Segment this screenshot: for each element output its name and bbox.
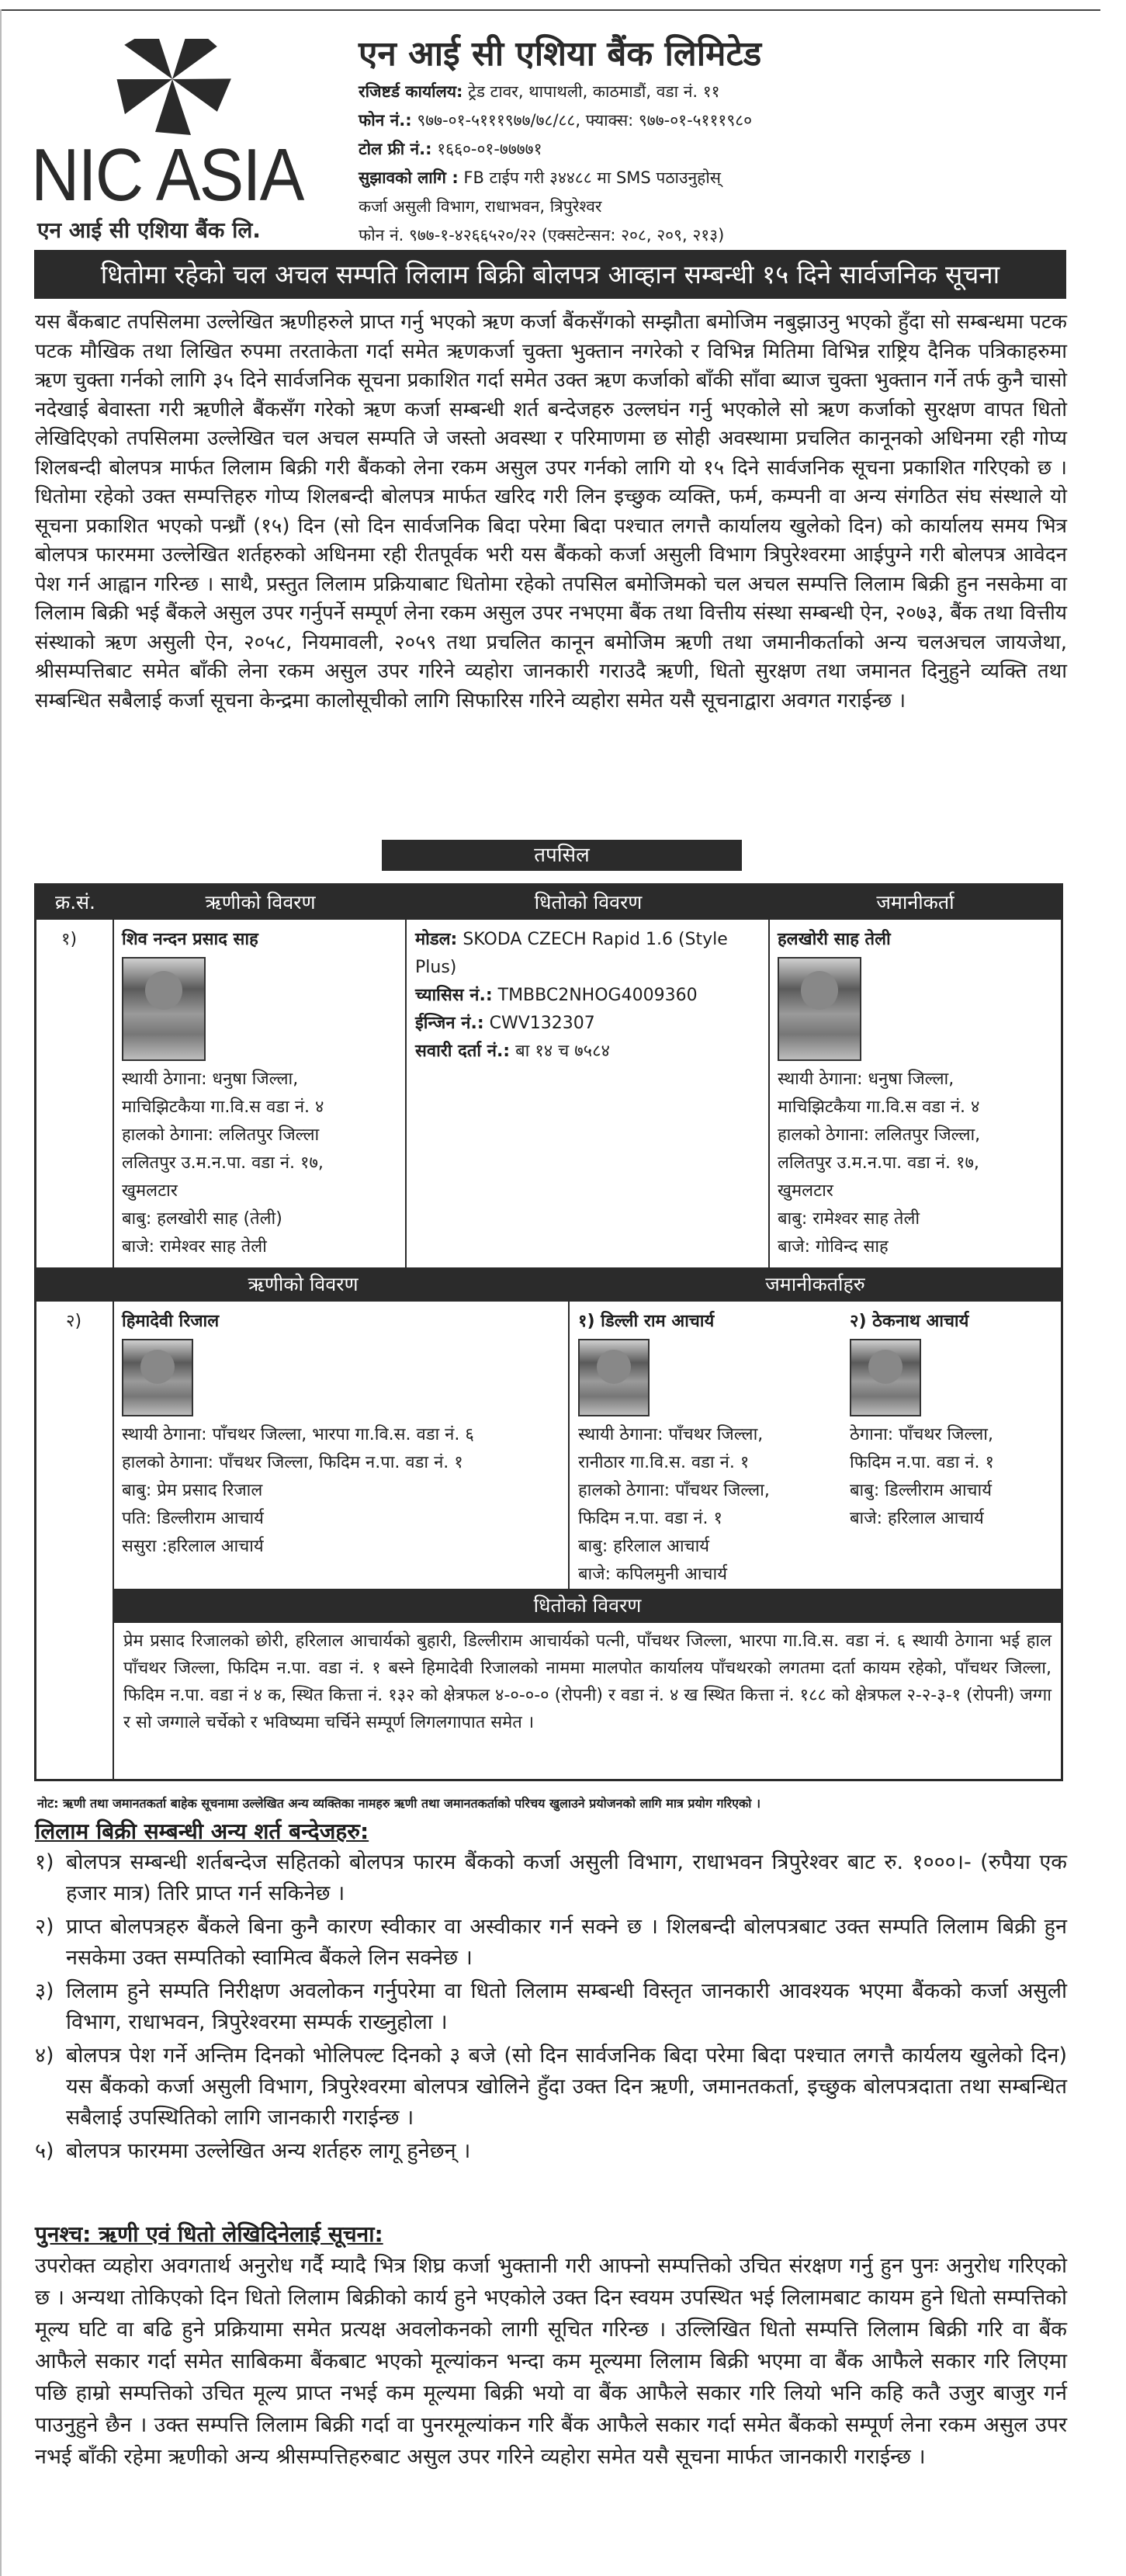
value: TMBBC2NHOG4009360: [497, 986, 698, 1005]
footnote: नोट: ऋणी तथा जमानतकर्ता बाहेक सूचनामा उल्लेखित अन्य व्यक्तिका नामहरु ऋणी तथा जमानतकर्ताको परिचय खुलाउने प्रयोजनको लागि मात्र प्रयोग गरिएको ।: [37, 1796, 761, 1811]
condition-item: [35, 1912, 1067, 1974]
value: बा १४ च ७५८४: [515, 1042, 610, 1061]
row1-sn: १): [61, 930, 78, 949]
row2-guarantor-2: [850, 1308, 1059, 1533]
item-text: प्राप्त बोलपत्रहरु बैंकले बिना कुनै कारण स्वीकार वा अस्वीकार गर्न सक्ने छ । शिलबन्दी बोलपत्रबाट उक्त सम्पति लिलाम बिक्री हुन नसकेमा उक्त सम्पतिको स्वामित्व बैंकले लिन सक्नेछ ।: [66, 1915, 1067, 1970]
row2-guarantor-1: [578, 1308, 846, 1589]
item-number: ३): [35, 1979, 54, 2003]
details-table: [34, 883, 1063, 1781]
intro-paragraph: यस बैंकबाट तपसिलमा उल्लेखित ऋणीहरुले प्राप्त गर्नु भएको ऋण कर्जा बैंकसँगको सम्झौता बमोजिम नबुझाउनु भएको हुँदा सो सम्बन्धमा पटक पटक मौखिक तथा लिखित रुपमा तरताकेता गर्दा समेत ऋणकर्जा चुक्ता भुक्तान नगरेको र विभिन्न मितिमा विभिन्न राष्ट्रिय दैनिक पत्रिकाहरुमा ऋण चुक्ता गर्नको लागि ३५ दिने सार्वजनिक सूचना प्रकाशित गर्दा समेत उक्त ऋण कर्जाको बाँकी साँवा ब्याज चुक्ता भुक्तान गर्ने तर्फ कुनै चासो नदेखाई बेवास्ता गरी ऋणीले बैंकसँग गरेको ऋण कर्जा सम्बन्धी शर्त बन्देजहरु उल्लघंन गर्नु भएकोले सो ऋण कर्जाको सुरक्षण वापत धितो लेखिदिएको तपसिलमा उल्लेखित चल अचल सम्पति जे जस्तो अवस्था र परिमाणमा छ सोही अवस्थामा प्रचलित कानूनको अधिनमा रही गोप्य शिलबन्दी बोलपत्र मार्फत लिलाम बिक्री गरी बैंकको लेना रकम असुल उपर गर्नको लागि यो १५ दिने सार्वजनिक सूचना प्रकाशित गरिएको छ । धितोमा रहेको उक्त सम्पत्तिहरु गोप्य शिलबन्दी बोलपत्र मार्फत खरिद गरी लिन इच्छुक व्यक्ति, फर्म, कम्पनी वा अन्य संगठित संघ संस्थाले यो सूचना प्रकाशित भएको पन्ध्रौं (१५) दिन (सो दिन सार्वजनिक बिदा परेमा बिदा पश्चात लगत्तै कार्यालय खुलेको दिन) को कार्यालय समय भित्र बोलपत्र फारममा उल्लेखित शर्तहरुको अधिनमा रही रीतपूर्वक भरी यस बैंकको कर्जा असुली विभाग त्रिपुरेश्वरमा आईपुग्ने गरी बोलपत्र आवेदन पेश गर्न आह्वान गरिन्छ । साथै, प्रस्तुत लिलाम प्रक्रियाबाट धितोमा रहेको तपसिल बमोजिमको चल अचल सम्पत्ति लिलाम बिक्री हुन नसकेमा वा लिलाम बिक्री भई बैंकले असुल उपर गर्नुपर्ने सम्पूर्ण लेना रकम असुल उपर नभएमा बैंक तथा वित्तीय संस्था सम्बन्धी ऐन, २०७३, बैंक तथा वित्तीय संस्थाको ऋण असुली ऐन, २०५८, नियमावली, २०५९ तथा प्रचलित कानून बमोजिम ऋणी तथा जमानीकर्ताको अन्य चलअचल जायजेथा, श्रीसम्पत्तिबाट समेत बाँकी लेना रकम असुल उपर गरिने व्यहोरा जानकारी गराउदै ऋणी, धितो सुरक्षण तथा जमानत दिनुहुने व्यक्ति तथा सम्बन्धित सबैलाई कर्जा सूचना केन्द्रमा कालोसूचीको लागि सिफारिस गरिने व्यहोरा समेत यसै सूचनाद्वारा अवगत गराईन्छ ।: [35, 310, 1067, 712]
header-line-phone: [359, 106, 761, 135]
borrower-name: हिमादेवी रिजाल: [122, 1312, 220, 1331]
header-borrower-2: ऋणीको विवरण: [248, 1273, 359, 1295]
header-guarantors: जमानीकर्ताहरु: [765, 1273, 865, 1295]
guarantor-detail: स्थायी ठेगाना: पाँचथर जिल्ला,: [578, 1425, 764, 1444]
postscript-heading: पुनश्च: ऋणी एवं धितो लेखिदिनेलाई सूचना:: [35, 2221, 383, 2247]
label: च्यासिस नं.:: [415, 986, 493, 1005]
value: CWV132307: [489, 1014, 595, 1033]
borrower-photo: [122, 957, 206, 1061]
label: फोन नं.:: [359, 111, 412, 130]
borrower-name: शिव नन्दन प्रसाद साह: [122, 930, 258, 949]
value: फोन नं. ९७७-१-४२६६५२०/२२ (एक्सटेन्सन: २०८, २०९, २१३): [359, 226, 725, 244]
row2-sn: २): [66, 1312, 82, 1331]
guarantor-photo: [778, 957, 861, 1061]
guarantor-detail: हालको ठेगाना: पाँचथर जिल्ला,: [578, 1481, 770, 1500]
vehicle-model: [415, 926, 763, 982]
label: सुझावको लागि :: [359, 168, 459, 187]
item-text: बोलपत्र फारममा उल्लेखित अन्य शर्तहरु लागू हुनेछन् ।: [66, 2139, 471, 2163]
divider: [405, 920, 407, 1269]
left-border: [0, 9, 2, 2576]
vehicle-registration: [415, 1038, 763, 1066]
condition-item: [35, 2040, 1067, 2134]
label: मोडल:: [415, 930, 458, 949]
row1-collateral: [415, 926, 763, 1066]
header-guarantor: जमानीकर्ता: [876, 891, 955, 914]
row1-borrower: [122, 926, 401, 1261]
item-text: बोलपत्र पेश गर्ने अन्तिम दिनको भोलिपल्ट दिनको ३ बजे (सो दिन सार्वजनिक बिदा परेमा बिदा पश्चात लगत्तै कार्यलय खुलेको दिन) यस बैंकको कर्जा असुली विभाग, त्रिपुरेश्वरमा बोलपत्र खोलिने हुँदा उक्त दिन ऋणी, जमानतकर्ता, इच्छुक बोलपत्रदाता तथा सम्बन्धित सबैलाई उपस्थितिको लागि जानकारी गराईन्छ ।: [66, 2044, 1067, 2130]
header-collateral: धितोको विवरण: [534, 891, 643, 914]
value: कर्जा असुली विभाग, राधाभवन, त्रिपुरेश्वर: [359, 197, 602, 216]
label: सवारी दर्ता नं.:: [415, 1042, 511, 1061]
item-text: लिलाम हुने सम्पति निरीक्षण अवलोकन गर्नुपरेमा वा धितो लिलाम सम्बन्धी विस्तृत जानकारी आवश्यक भएमा बैंकको कर्जा असुली विभाग, राधाभवन, त्रिपुरेश्वरमा सम्पर्क राख्नुहोला ।: [66, 1979, 1067, 2034]
row1-guarantor: [778, 926, 1057, 1261]
vehicle-chassis: [415, 982, 763, 1010]
header-line-suggestion: [359, 164, 761, 192]
row2-collateral: प्रेम प्रसाद रिजालको छोरी, हरिलाल आचार्यको बुहारी, डिल्लीराम आचार्यको पत्नी, पाँचथर जिल्ला, भारपा गा.वि.स. वडा नं. ६ स्थायी ठेगाना भई हाल पाँचथर जिल्ला, फिदिम न.पा. वडा नं. १ बस्ने हिमादेवी रिजालको नाममा मालपोत कार्यालय पाँचथरको लगतमा दर्ता कायम रहेको, पाँचथर जिल्ला, फिदिम न.पा. वडा नं ४ क, स्थित कित्ता नं. १३२ को क्षेत्रफल ४-०-०-० (रोपनी) र वडा नं. ४ ख स्थित कित्ता नं. १८८ को क्षेत्रफल २-२-३-१ (रोपनी) जग्गा र सो जग्गाले चर्चेको र भविष्यमा चर्चिने सम्पूर्ण लिगलगापात समेत ।: [123, 1631, 1052, 1732]
borrower-detail: ससुरा :हरिलाल आचार्य: [122, 1537, 264, 1556]
conditions-heading: लिलाम बिक्री सम्बन्धी अन्य शर्त बन्देजहरु:: [35, 1818, 369, 1844]
divider: [113, 1302, 114, 1781]
item-number: २): [35, 1915, 54, 1939]
guarantor-photo: [850, 1339, 921, 1416]
borrower-detail: पति: डिल्लीराम आचार्य: [122, 1509, 264, 1528]
label: रजिष्टर्ड कार्यालय:: [359, 82, 463, 101]
header-line-office: [359, 78, 761, 106]
borrower-detail: ललितपुर उ.म.न.पा. वडा नं. १७,: [122, 1153, 324, 1173]
guarantor-detail: हालको ठेगाना: ललितपुर जिल्ला,: [778, 1125, 981, 1145]
guarantor-detail: खुमलटार: [778, 1181, 833, 1201]
value: ९७७-०१-५१११९७७/७८/८८, फ्याक्स: ९७७-०१-५१११९८०: [417, 111, 753, 130]
postscript-text: उपरोक्त व्यहोरा अवगतार्थ अनुरोध गर्दै म्यादै भित्र शिघ्र कर्जा भुक्तानी गरी आफ्नो सम्पत्तिको उचित संरक्षण गर्नु हुन पुनः अनुरोध गरिएको छ । अन्यथा तोकिएको दिन धितो लिलाम बिक्रीको कार्य हुने भएकोले उक्त दिन स्वयम उपस्थित भई लिलामबाट कायम हुने धितो सम्पत्तिको मूल्य घटि वा बढि हुने प्रक्रियामा समेत प्रत्यक्ष अवलोकनको लागी सूचित गरिन्छ । उल्लिखित धितो सम्पत्ति लिलाम बिक्री गरि वा बैंक आफैले सकार गर्दा समेत साबिकमा बैंकबाट भएको मूल्यांकन भन्दा कम मूल्यमा लिलाम बिक्री भएमा वा बैंक आफैले सकार गरि लिएमा पछि हाम्रो सम्पत्तिको उचित मूल्य प्राप्त नभई कम मूल्यमा बिक्री भयो वा बैंक आफैले सकार गरि लियो भनि कहि कतै उजुर बाजुर गर्न पाउनुहुने छैन । उक्त सम्पत्ति लिलाम बिक्री गर्दा वा पुनरमूल्यांकन गरि बैंक आफैले सकार गर्दा समेत बैंकको सम्पूर्ण लेना रकम असुल उपर नभई बाँकी रहेमा ऋणीको अन्य श्रीसम्पत्तिहरुबाट असुल उपर गरिने व्यहोरा समेत यसै सूचना मार्फत जानकारी गराईन्छ ।: [35, 2254, 1067, 2469]
bank-name: एन आई सी एशिया बैंक लिमिटेड: [359, 34, 762, 74]
divider: [113, 920, 114, 1269]
borrower-detail: बाबु: हलखोरी साह (तेली): [122, 1209, 282, 1229]
borrower-detail: माचिझिटकैया गा.वि.स वडा नं. ४: [122, 1097, 324, 1117]
value: १६६०-०१-७७७७१: [437, 140, 542, 158]
row2-borrower: [122, 1308, 564, 1561]
value: FB टाईप गरी ३४४८८ मा SMS पठाउनुहोस्: [463, 168, 721, 187]
item-text: बोलपत्र सम्बन्धी शर्तबन्देज सहितको बोलपत्र फारम बैंकको कर्जा असुली विभाग, राधाभवन त्रिपुरेश्वर बाट रु. १०००।- (रुपैया एक हजार मात्र) तिरि प्राप्त गर्न सकिनेछ ।: [66, 1850, 1067, 1905]
item-number: ५): [35, 2139, 54, 2163]
value: SKODA CZECH Rapid 1.6 (Style Plus): [415, 930, 728, 977]
borrower-detail: हालको ठेगाना: पाँचथर जिल्ला, फिदिम न.पा. वडा नं. १: [122, 1453, 463, 1472]
guarantor-detail: माचिझिटकैया गा.वि.स वडा नं. ४: [778, 1097, 980, 1117]
guarantor-name: १) डिल्ली राम आचार्य: [578, 1312, 715, 1331]
guarantor-detail: ललितपुर उ.म.न.पा. वडा नं. १७,: [778, 1153, 979, 1173]
divider: [768, 920, 770, 1269]
guarantor-detail: बाजे: कपिलमुनी आचार्य: [578, 1565, 727, 1584]
bank-header: [359, 31, 761, 250]
nic-asia-star-logo-icon: [116, 39, 233, 140]
guarantor-detail: ठेगाना: पाँचथर जिल्ला,: [850, 1425, 993, 1444]
header-line-department: [359, 192, 761, 221]
vehicle-engine: [415, 1010, 763, 1038]
condition-item: [35, 2136, 1067, 2167]
header-line-dept-phone: [359, 221, 761, 250]
borrower-detail: बाबु: प्रेम प्रसाद रिजाल: [122, 1481, 263, 1500]
notice-title: धितोमा रहेको चल अचल सम्पति लिलाम बिक्री बोलपत्र आव्हान सम्बन्धी १५ दिने सार्वजनिक सूचना: [34, 250, 1066, 299]
postscript-section: [35, 2218, 1067, 2476]
guarantor-detail: बाबु: रामेश्वर साह तेली: [778, 1209, 920, 1229]
borrower-photo: [122, 1339, 193, 1416]
header-borrower: ऋणीको विवरण: [205, 891, 316, 914]
guarantor-detail: स्थायी ठेगाना: धनुषा जिल्ला,: [778, 1070, 955, 1089]
condition-item: [35, 1847, 1067, 1909]
value: ट्रेड टावर, थापाथली, काठमाडौं, वडा नं. ११: [468, 82, 720, 101]
divider: [568, 1302, 570, 1590]
guarantor-detail: रानीठार गा.वि.स. वडा नं. १: [578, 1453, 750, 1472]
borrower-detail: स्थायी ठेगाना: पाँचथर जिल्ला, भारपा गा.वि.स. वडा नं. ६: [122, 1425, 474, 1444]
logo-wordmark: NIC ASIA: [31, 133, 303, 217]
logo-nepali-name: एन आई सी एशिया बैंक लि.: [37, 217, 261, 243]
conditions-section: [35, 1816, 1067, 2169]
guarantor-photo: [578, 1339, 650, 1416]
guarantor-name: हलखोरी साह तेली: [778, 930, 891, 949]
header-collateral-2: धितोको विवरण: [114, 1589, 1061, 1623]
item-number: १): [35, 1850, 54, 1874]
item-number: ४): [35, 2044, 54, 2068]
guarantor-detail: बाजे: गोविन्द साह: [778, 1237, 889, 1257]
borrower-detail: हालको ठेगाना: ललितपुर जिल्ला: [122, 1125, 320, 1145]
header-sn: क्र.सं.: [55, 891, 95, 914]
label: टोल फ्री नं.:: [359, 140, 432, 158]
label: ईन्जिन नं.:: [415, 1014, 484, 1033]
borrower-detail: स्थायी ठेगाना: धनुषा जिल्ला,: [122, 1070, 299, 1089]
guarantor-detail: बाबु: हरिलाल आचार्य: [578, 1537, 710, 1556]
guarantor-detail: बाबु: डिल्लीराम आचार्य: [850, 1481, 992, 1500]
guarantor-name: २) ठेकनाथ आचार्य: [850, 1312, 969, 1331]
header-line-tollfree: [359, 135, 761, 164]
top-border: [0, 9, 1100, 11]
borrower-detail: खुमलटार: [122, 1181, 178, 1201]
condition-item: [35, 1976, 1067, 2038]
tapsil-heading: तपसिल: [382, 840, 742, 871]
guarantor-detail: फिदिम न.पा. वडा नं. १: [578, 1509, 722, 1528]
guarantor-detail: फिदिम न.पा. वडा नं. १: [850, 1453, 994, 1472]
borrower-detail: बाजे: रामेश्वर साह तेली: [122, 1237, 267, 1257]
guarantor-detail: बाजे: हरिलाल आचार्य: [850, 1509, 984, 1528]
